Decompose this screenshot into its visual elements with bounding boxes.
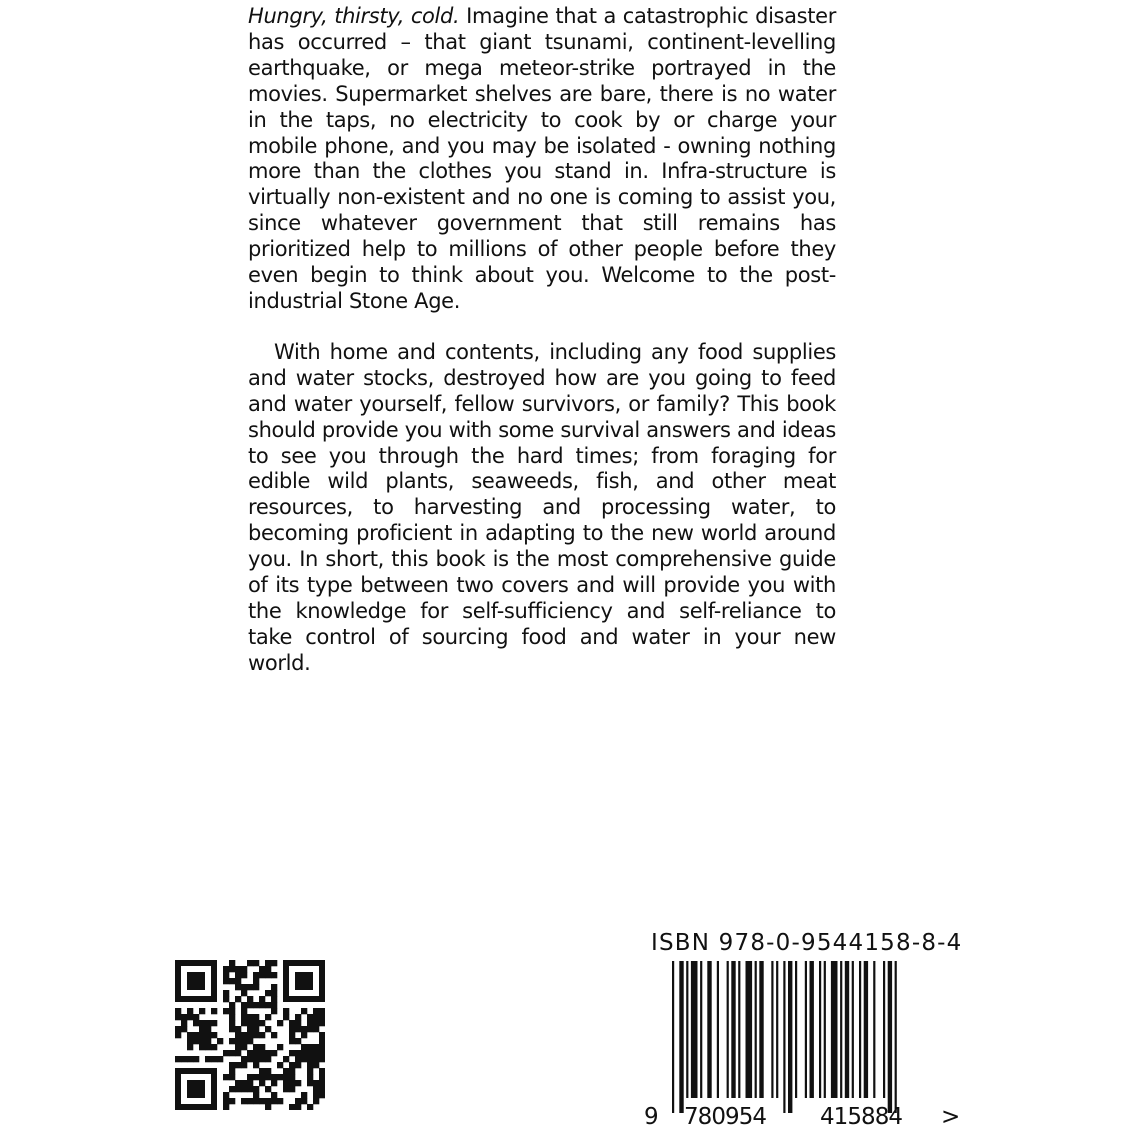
barcode-bar	[788, 961, 792, 1113]
barcode-bar	[686, 961, 688, 1098]
qr-module	[271, 996, 277, 1002]
barcode-bar	[755, 961, 757, 1098]
qr-module	[235, 1032, 241, 1038]
barcode-bar	[691, 961, 698, 1098]
qr-finder-eye	[295, 972, 313, 990]
barcode-left-digits: 780954	[684, 1104, 767, 1130]
qr-module	[313, 1044, 319, 1050]
qr-module	[211, 1044, 217, 1050]
qr-module	[307, 1020, 313, 1026]
qr-module	[205, 1026, 211, 1032]
qr-module	[319, 1068, 325, 1074]
qr-module	[265, 960, 271, 966]
qr-module	[313, 1080, 319, 1086]
qr-module	[259, 1068, 265, 1074]
qr-module	[247, 1074, 253, 1080]
qr-module	[313, 1020, 319, 1026]
qr-module	[307, 1068, 313, 1074]
qr-module	[259, 1080, 265, 1086]
qr-module	[277, 1074, 283, 1080]
qr-module	[289, 1026, 295, 1032]
qr-module	[307, 1044, 313, 1050]
qr-module	[247, 1038, 253, 1044]
qr-module	[253, 978, 259, 984]
qr-module	[253, 1056, 259, 1062]
qr-module	[319, 1086, 325, 1092]
qr-module	[241, 1086, 247, 1092]
qr-module	[289, 1104, 295, 1110]
qr-module	[247, 984, 253, 990]
qr-module	[229, 960, 235, 966]
barcode-bar	[731, 961, 735, 1098]
blurb-lead-phrase: Hungry, thirsty, cold.	[248, 4, 460, 28]
barcode-quiet-zone-arrow: >	[941, 1104, 960, 1130]
qr-module	[253, 1026, 259, 1032]
qr-module	[265, 1086, 271, 1092]
barcode-bar	[819, 961, 821, 1098]
qr-module	[295, 1056, 301, 1062]
qr-module	[265, 972, 271, 978]
qr-module	[313, 1092, 319, 1098]
qr-module	[271, 972, 277, 978]
qr-module	[301, 1098, 307, 1104]
qr-module	[313, 1098, 319, 1104]
qr-module	[247, 960, 253, 966]
qr-module	[229, 978, 235, 984]
qr-module	[211, 1008, 217, 1014]
qr-finder-eye	[187, 972, 205, 990]
qr-module	[247, 1032, 253, 1038]
qr-module	[199, 1026, 205, 1032]
barcode-bar	[679, 961, 683, 1113]
barcode-bar	[864, 961, 868, 1098]
qr-module	[313, 1014, 319, 1020]
qr-module	[223, 990, 229, 996]
qr-module	[271, 1032, 277, 1038]
qr-module	[253, 1092, 259, 1098]
qr-module	[289, 1020, 295, 1026]
qr-module	[307, 1014, 313, 1020]
qr-module	[265, 1074, 271, 1080]
qr-module	[289, 1050, 295, 1056]
qr-module	[307, 1074, 313, 1080]
qr-module	[259, 972, 265, 978]
qr-module	[319, 1044, 325, 1050]
qr-module	[265, 1056, 271, 1062]
qr-module	[229, 1014, 235, 1020]
qr-module	[229, 1068, 235, 1074]
qr-module	[241, 972, 247, 978]
barcode-bar	[759, 961, 763, 1098]
qr-module	[181, 1020, 187, 1026]
qr-module	[283, 1086, 289, 1092]
qr-module	[265, 1098, 271, 1104]
qr-module	[223, 996, 229, 1002]
qr-module	[289, 1086, 295, 1092]
qr-module	[193, 1038, 199, 1044]
barcode-bar	[845, 961, 849, 1098]
qr-module	[241, 1056, 247, 1062]
qr-module	[223, 1008, 229, 1014]
blurb-paragraph-1	[248, 4, 836, 315]
qr-module	[175, 1014, 181, 1020]
qr-module	[235, 984, 241, 990]
qr-module	[313, 1062, 319, 1068]
qr-module	[259, 1002, 265, 1008]
qr-module	[241, 1038, 247, 1044]
qr-module	[265, 1050, 271, 1056]
qr-module	[259, 1044, 265, 1050]
qr-module	[235, 1044, 241, 1050]
barcode-bar	[727, 961, 729, 1098]
qr-module	[295, 1098, 301, 1104]
qr-module	[247, 1080, 253, 1086]
qr-module	[241, 1020, 247, 1026]
qr-module	[301, 1008, 307, 1014]
qr-module	[283, 1080, 289, 1086]
qr-module	[313, 1050, 319, 1056]
qr-module	[247, 1050, 253, 1056]
qr-module	[271, 1002, 277, 1008]
qr-module	[235, 1050, 241, 1056]
qr-module	[235, 1062, 241, 1068]
qr-module	[259, 1050, 265, 1056]
qr-module	[241, 1044, 247, 1050]
barcode-bar	[771, 961, 773, 1098]
qr-module	[241, 966, 247, 972]
blurb-paragraph-1-text: Imagine that a catastrophic disaster has occurred – that giant tsunami, continent-levelling earthquake, or mega meteor-strike portrayed in the movies. Supermarket shelves are bare, there is no water in the taps, no electricity to cook by or charge your mobile phone, and you may be isolated - owning nothing more than the clothes you stand in. Infra-structure is virtually non-existent and no one is coming to assist you, since whatever government that still remains has prioritized help to millions of other people before they even begin to think about you. Welcome to the post-industrial Stone Age.	[248, 4, 836, 313]
qr-module	[223, 1074, 229, 1080]
qr-module	[295, 1104, 301, 1110]
barcode-bar	[707, 961, 711, 1098]
qr-module	[205, 1044, 211, 1050]
barcode-bar	[824, 961, 826, 1098]
qr-module	[277, 1062, 283, 1068]
barcode-bar	[852, 961, 854, 1098]
qr-module	[217, 1056, 223, 1062]
barcode-bar	[895, 961, 897, 1113]
qr-module	[301, 1050, 307, 1056]
qr-module	[319, 1020, 325, 1026]
qr-module	[229, 1002, 235, 1008]
barcode-bar	[831, 961, 838, 1098]
qr-module	[319, 1008, 325, 1014]
qr-module	[253, 1062, 259, 1068]
qr-module	[205, 1056, 211, 1062]
qr-module	[193, 1020, 199, 1026]
qr-module	[229, 966, 235, 972]
qr-module	[265, 990, 271, 996]
qr-module	[211, 1056, 217, 1062]
qr-module	[319, 1014, 325, 1020]
qr-module	[313, 1056, 319, 1062]
qr-module	[199, 1038, 205, 1044]
barcode-bar	[810, 961, 814, 1098]
qr-module	[313, 1026, 319, 1032]
qr-module	[223, 1104, 229, 1110]
qr-module	[211, 1020, 217, 1026]
qr-module	[187, 1008, 193, 1014]
qr-module	[205, 1038, 211, 1044]
qr-module	[241, 1002, 247, 1008]
qr-module	[319, 1092, 325, 1098]
qr-module	[223, 1092, 229, 1098]
blurb-paragraph-2: With home and contents, including any food supplies and water stocks, destroyed how are you going to feed and water yourself, fellow survivors, or family? This book should provide you with some survival answers and ideas to see you through the hard times; from foraging for edible wild plants, seaweeds, fish, and other meat resources, to harvesting and processing water, to becoming proficient in adapting to the new world around you. In short, this book is the most comprehensive guide of its type between two covers and will provide you with the knowledge for self-sufficiency and self-reliance to take control of sourcing food and water in your new world.	[248, 339, 836, 675]
qr-module	[259, 966, 265, 972]
qr-module	[265, 1104, 271, 1110]
qr-module	[247, 996, 253, 1002]
isbn-barcode	[640, 958, 960, 1130]
qr-module	[253, 1020, 259, 1026]
barcode-bar	[840, 961, 842, 1098]
qr-module	[181, 1056, 187, 1062]
qr-module	[271, 984, 277, 990]
qr-module	[235, 978, 241, 984]
qr-module	[235, 996, 241, 1002]
qr-module	[229, 1008, 235, 1014]
qr-module	[271, 1074, 277, 1080]
qr-module	[241, 1014, 247, 1020]
qr-module	[241, 1008, 247, 1014]
qr-module	[307, 1062, 313, 1068]
qr-module	[271, 1050, 277, 1056]
qr-module	[247, 1098, 253, 1104]
qr-module	[301, 1092, 307, 1098]
qr-module	[265, 1002, 271, 1008]
qr-module	[199, 1020, 205, 1026]
qr-module	[295, 1026, 301, 1032]
qr-module	[301, 1044, 307, 1050]
qr-module	[205, 1032, 211, 1038]
qr-module	[283, 1014, 289, 1020]
qr-module	[253, 1086, 259, 1092]
qr-module	[319, 1056, 325, 1062]
qr-module	[223, 972, 229, 978]
barcode-bar	[738, 961, 740, 1098]
qr-module	[247, 1026, 253, 1032]
qr-module	[253, 1014, 259, 1020]
qr-module	[265, 1068, 271, 1074]
qr-module	[235, 1026, 241, 1032]
qr-module	[307, 1050, 313, 1056]
qr-module	[253, 1098, 259, 1104]
qr-module	[319, 1032, 325, 1038]
qr-module	[217, 1038, 223, 1044]
barcode-bar	[795, 961, 797, 1098]
qr-module	[241, 1080, 247, 1086]
qr-module	[283, 1008, 289, 1014]
qr-module	[301, 1056, 307, 1062]
qr-module	[271, 1008, 277, 1014]
qr-module	[241, 1098, 247, 1104]
qr-module	[223, 966, 229, 972]
qr-module	[307, 1026, 313, 1032]
qr-module	[313, 1086, 319, 1092]
qr-module	[253, 1032, 259, 1038]
qr-module	[265, 966, 271, 972]
qr-module	[199, 1044, 205, 1050]
qr-module	[259, 1056, 265, 1062]
qr-module	[241, 1032, 247, 1038]
qr-module	[181, 1026, 187, 1032]
qr-module	[283, 1068, 289, 1074]
qr-module	[319, 1080, 325, 1086]
qr-module	[223, 1050, 229, 1056]
qr-module	[295, 1080, 301, 1086]
barcode-bar	[873, 961, 875, 1098]
qr-module	[247, 1056, 253, 1062]
qr-module	[289, 1074, 295, 1080]
barcode-bar	[783, 961, 785, 1113]
qr-module	[265, 1026, 271, 1032]
qr-module	[229, 1062, 235, 1068]
qr-module	[235, 1038, 241, 1044]
qr-module	[187, 1032, 193, 1038]
barcode-bar	[883, 961, 885, 1098]
qr-module	[259, 1074, 265, 1080]
qr-module	[253, 1002, 259, 1008]
isbn-label: ISBN 978-0-9544158-8-4	[651, 930, 963, 956]
qr-module	[235, 966, 241, 972]
qr-module	[259, 1032, 265, 1038]
qr-module	[307, 1104, 313, 1110]
qr-module	[241, 984, 247, 990]
qr-module	[289, 1068, 295, 1074]
qr-module	[283, 1056, 289, 1062]
barcode-bars	[672, 961, 897, 1113]
qr-module	[175, 1008, 181, 1014]
qr-module	[235, 972, 241, 978]
barcode-bar	[746, 961, 753, 1098]
qr-module	[289, 1080, 295, 1086]
qr-module	[187, 1038, 193, 1044]
qr-module	[199, 1008, 205, 1014]
qr-module	[229, 1026, 235, 1032]
qr-module	[229, 1098, 235, 1104]
qr-module	[271, 1098, 277, 1104]
qr-module	[241, 990, 247, 996]
qr-module	[175, 1032, 181, 1038]
qr-module	[295, 1014, 301, 1020]
qr-module	[229, 1074, 235, 1080]
qr-module	[265, 1014, 271, 1020]
qr-module	[193, 1056, 199, 1062]
qr-module	[271, 990, 277, 996]
qr-module	[229, 1050, 235, 1056]
qr-module	[223, 1098, 229, 1104]
qr-module	[253, 1050, 259, 1056]
qr-module	[313, 1008, 319, 1014]
qr-module	[271, 1080, 277, 1086]
qr-module	[319, 1074, 325, 1080]
qr-module	[301, 1032, 307, 1038]
qr-module	[277, 1044, 283, 1050]
qr-module	[259, 996, 265, 1002]
qr-module	[229, 1038, 235, 1044]
qr-module	[283, 1074, 289, 1080]
qr-module	[247, 1002, 253, 1008]
qr-module	[223, 978, 229, 984]
qr-finder-eye	[187, 1080, 205, 1098]
qr-module	[289, 1032, 295, 1038]
qr-module	[253, 1044, 259, 1050]
qr-module	[259, 1098, 265, 1104]
qr-code	[175, 960, 325, 1110]
qr-module	[193, 1014, 199, 1020]
barcode-first-digit: 9	[644, 1104, 659, 1130]
qr-module	[205, 1020, 211, 1026]
qr-module	[235, 1086, 241, 1092]
qr-module	[211, 1032, 217, 1038]
qr-module	[295, 1038, 301, 1044]
barcode-bar	[888, 961, 892, 1113]
qr-module	[253, 960, 259, 966]
qr-module	[295, 1050, 301, 1056]
qr-module	[187, 1044, 193, 1050]
back-cover-blurb	[248, 4, 836, 677]
qr-module	[193, 1032, 199, 1038]
qr-module	[175, 1026, 181, 1032]
qr-module	[253, 984, 259, 990]
barcode-bar	[672, 961, 674, 1113]
qr-module	[229, 1020, 235, 1026]
qr-module	[289, 1062, 295, 1068]
qr-module	[247, 1020, 253, 1026]
qr-module	[187, 1014, 193, 1020]
qr-module	[271, 960, 277, 966]
qr-module	[235, 1080, 241, 1086]
barcode-bar	[805, 961, 807, 1098]
qr-module	[319, 1038, 325, 1044]
barcode-bar	[700, 961, 702, 1098]
qr-module	[253, 1074, 259, 1080]
qr-module	[307, 1056, 313, 1062]
barcode-right-digits: 415884	[820, 1104, 903, 1130]
qr-module	[253, 972, 259, 978]
qr-module	[277, 1098, 283, 1104]
barcode-bar	[776, 961, 778, 1098]
qr-module	[295, 1062, 301, 1068]
qr-module	[259, 1020, 265, 1026]
barcode-bar	[859, 961, 861, 1098]
qr-module	[247, 1014, 253, 1020]
qr-module	[319, 1050, 325, 1056]
qr-module	[295, 1020, 301, 1026]
barcode-bar	[717, 961, 719, 1098]
qr-module	[175, 1056, 181, 1062]
qr-module	[271, 1092, 277, 1098]
qr-module	[181, 1014, 187, 1020]
qr-module	[301, 1026, 307, 1032]
qr-module	[307, 1080, 313, 1086]
qr-module	[289, 1038, 295, 1044]
qr-module	[199, 1032, 205, 1038]
qr-module	[229, 1086, 235, 1092]
qr-module	[247, 1086, 253, 1092]
qr-module	[241, 1062, 247, 1068]
qr-module	[187, 1056, 193, 1062]
qr-module	[277, 1020, 283, 1026]
